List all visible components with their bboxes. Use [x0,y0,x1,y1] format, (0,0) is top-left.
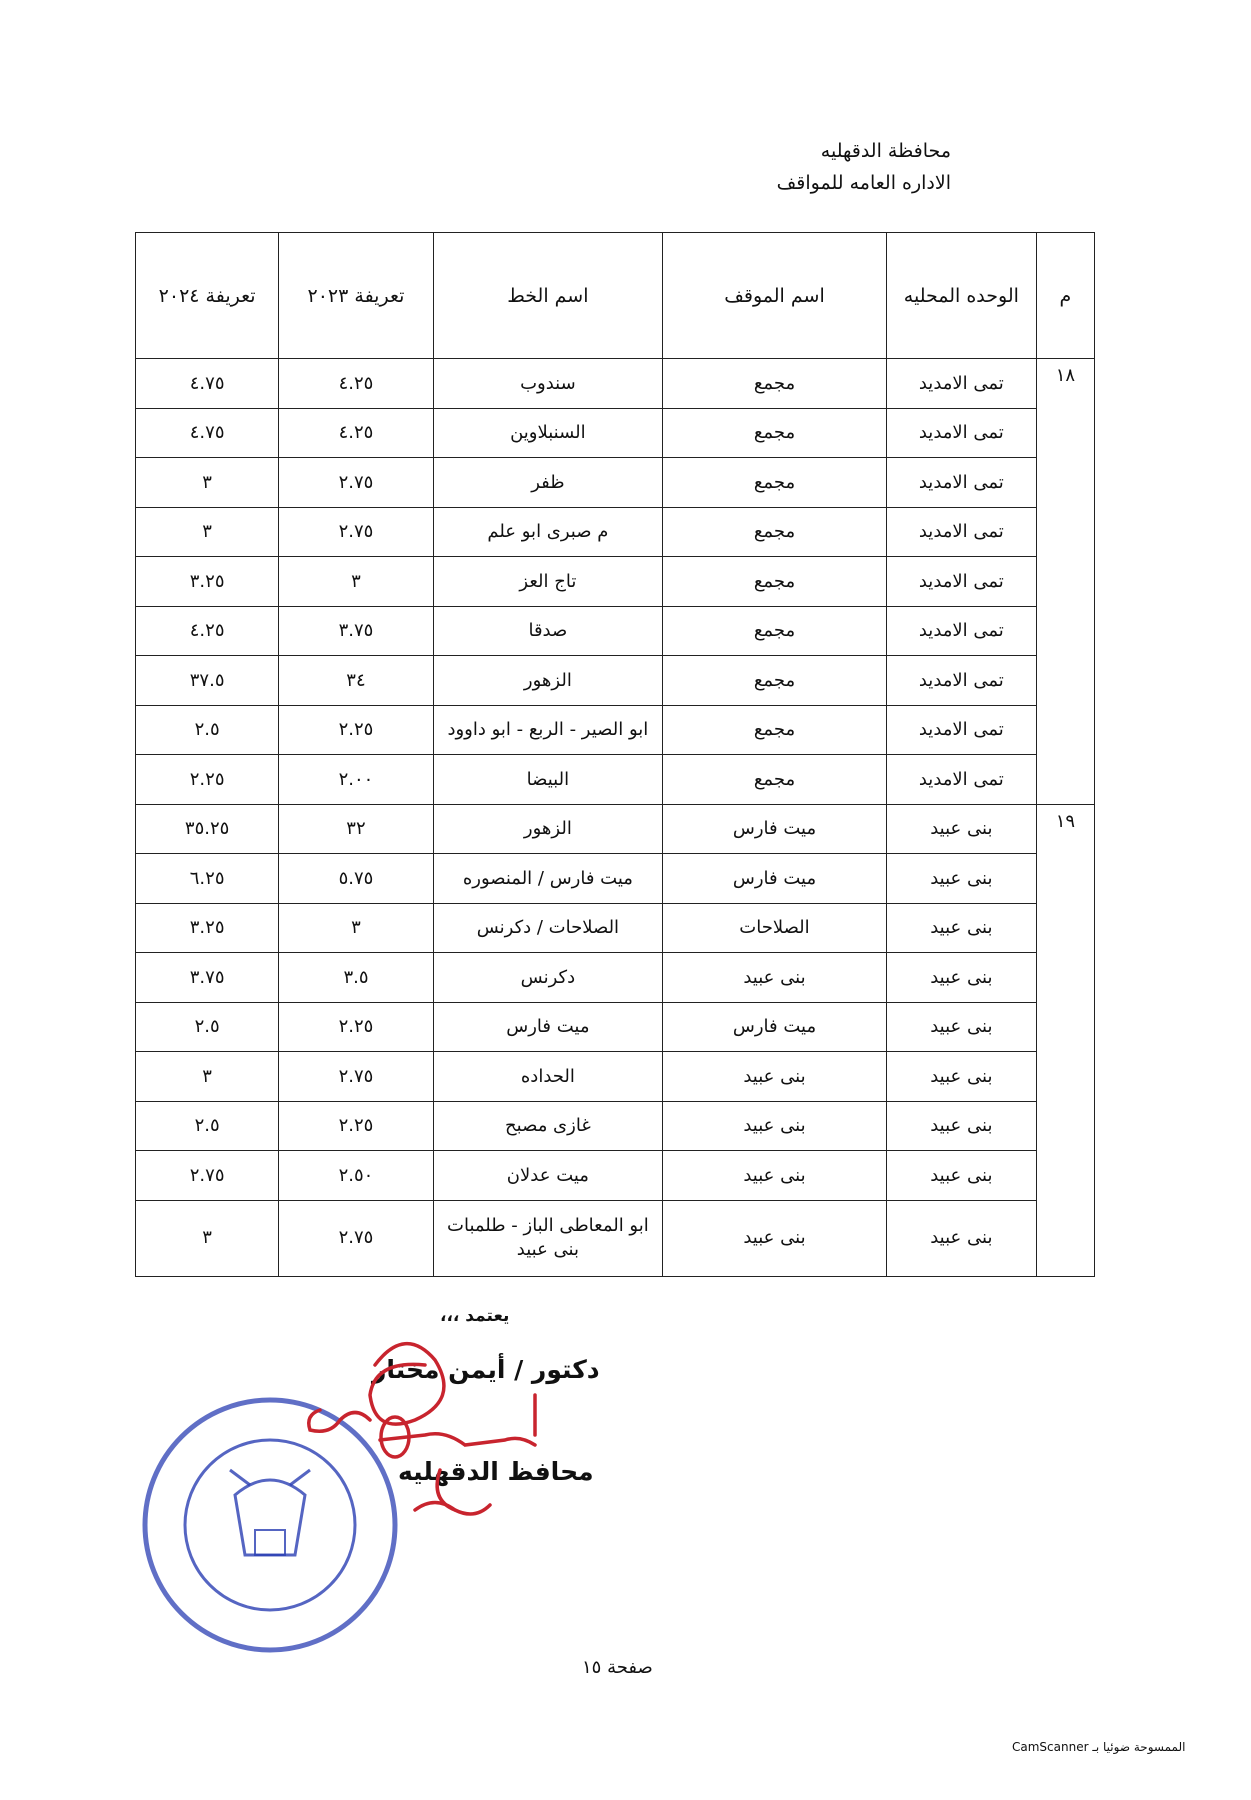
cell-tariff-2024: ٢.٢٥ [136,755,279,805]
cell-tariff-2024: ٣.٢٥ [136,557,279,607]
cell-unit: بنى عبيد [886,1052,1036,1102]
col-header-tariff-2024: تعريفة ٢٠٢٤ [136,233,279,359]
cell-unit: تمى الامديد [886,507,1036,557]
cell-tariff-2024: ٣٧.٥ [136,656,279,706]
cell-line: م صبرى ابو علم [433,507,662,557]
cell-tariff-2023: ٢.٢٥ [279,705,433,755]
cell-tariff-2024: ٤.٧٥ [136,359,279,409]
cell-unit: تمى الامديد [886,606,1036,656]
cell-tariff-2024: ٣ [136,507,279,557]
cell-tariff-2023: ٣٤ [279,656,433,706]
cell-line: السنبلاوين [433,408,662,458]
cell-line: الحداده [433,1052,662,1102]
cell-tariff-2023: ٤.٢٥ [279,408,433,458]
cell-line: الزهور [433,656,662,706]
cell-num: ١٨ [1036,359,1094,805]
cell-line: ميت فارس / المنصوره [433,854,662,904]
cell-tariff-2024: ٢.٥ [136,705,279,755]
cell-station: بنى عبيد [663,1200,887,1276]
cell-unit: تمى الامديد [886,408,1036,458]
cell-line: دكرنس [433,953,662,1003]
official-seal [145,1400,395,1650]
cell-station: مجمع [663,705,887,755]
cell-station: مجمع [663,606,887,656]
cell-tariff-2023: ٢.٧٥ [279,1052,433,1102]
cell-tariff-2023: ٣ [279,903,433,953]
cell-station: مجمع [663,755,887,805]
cell-tariff-2023: ٥.٧٥ [279,854,433,904]
cell-unit: بنى عبيد [886,804,1036,854]
cell-unit: بنى عبيد [886,1200,1036,1276]
cell-tariff-2023: ٤.٢٥ [279,359,433,409]
cell-tariff-2023: ٢.٧٥ [279,458,433,508]
cell-station: مجمع [663,408,887,458]
cell-tariff-2024: ٣.٢٥ [136,903,279,953]
cell-unit: بنى عبيد [886,953,1036,1003]
cell-tariff-2024: ٣ [136,1200,279,1276]
cell-tariff-2024: ٤.٧٥ [136,408,279,458]
cell-unit: بنى عبيد [886,1002,1036,1052]
cell-tariff-2024: ٣ [136,1052,279,1102]
cell-tariff-2024: ٣٥.٢٥ [136,804,279,854]
cell-line: غازى مصبح [433,1101,662,1151]
cell-station: ميت فارس [663,854,887,904]
cell-tariff-2023: ٢.٠٠ [279,755,433,805]
cell-line: ظفر [433,458,662,508]
cell-station: مجمع [663,507,887,557]
cell-tariff-2024: ٦.٢٥ [136,854,279,904]
cell-unit: تمى الامديد [886,359,1036,409]
cell-unit: بنى عبيد [886,1101,1036,1151]
cell-line: الزهور [433,804,662,854]
cell-tariff-2024: ٢.٥ [136,1101,279,1151]
cell-station: مجمع [663,656,887,706]
cell-unit: تمى الامديد [886,557,1036,607]
cell-tariff-2024: ٣.٧٥ [136,953,279,1003]
cell-unit: تمى الامديد [886,656,1036,706]
cell-station: ميت فارس [663,1002,887,1052]
cell-tariff-2024: ٢.٥ [136,1002,279,1052]
col-header-tariff-2023: تعريفة ٢٠٢٣ [279,233,433,359]
signatory-title: محافظ الدقهليه [398,1457,594,1486]
cell-unit: بنى عبيد [886,854,1036,904]
cell-tariff-2023: ٢.٢٥ [279,1101,433,1151]
cell-line: تاج العز [433,557,662,607]
cell-tariff-2023: ٢.٧٥ [279,1200,433,1276]
cell-num: ١٩ [1036,804,1094,1276]
cell-tariff-2024: ٤.٢٥ [136,606,279,656]
cell-tariff-2023: ٣ [279,557,433,607]
cell-station: بنى عبيد [663,1101,887,1151]
header-department: الاداره العامه للمواقف [776,172,951,194]
cell-line: ابو الصير - الربع - ابو داوود [433,705,662,755]
cell-station: ميت فارس [663,804,887,854]
cell-station: بنى عبيد [663,1151,887,1201]
cell-station: بنى عبيد [663,1052,887,1102]
handwritten-signature [309,1344,535,1514]
cell-line: ميت فارس [433,1002,662,1052]
cell-unit: بنى عبيد [886,1151,1036,1201]
cell-unit: بنى عبيد [886,903,1036,953]
col-header-station: اسم الموقف [663,233,887,359]
cell-tariff-2023: ٢.٢٥ [279,1002,433,1052]
cell-station: بنى عبيد [663,953,887,1003]
cell-line: ابو المعاطى الباز - طلمبات بنى عبيد [433,1200,662,1276]
cell-line: صدقا [433,606,662,656]
cell-station: الصلاحات [663,903,887,953]
cell-tariff-2024: ٣ [136,458,279,508]
signatory-name: دكتور / أيمن مختار [372,1355,600,1384]
col-header-line: اسم الخط [433,233,662,359]
cell-station: مجمع [663,557,887,607]
cell-line: سندوب [433,359,662,409]
cell-unit: تمى الامديد [886,705,1036,755]
header-governorate: محافظة الدقهليه [820,140,951,162]
page-number: صفحة ١٥ [582,1657,653,1678]
cell-line: الصلاحات / دكرنس [433,903,662,953]
eagle-emblem-icon [235,1480,305,1555]
cell-tariff-2023: ٣.٥ [279,953,433,1003]
cell-unit: تمى الامديد [886,458,1036,508]
col-header-unit: الوحده المحليه [886,233,1036,359]
approval-label: يعتمد ،،، [440,1306,510,1326]
cell-tariff-2023: ٢.٧٥ [279,507,433,557]
cell-station: مجمع [663,359,887,409]
scanner-watermark: الممسوحة ضوئيا بـ CamScanner [1012,1740,1186,1754]
cell-tariff-2023: ٣.٧٥ [279,606,433,656]
cell-tariff-2023: ٢.٥٠ [279,1151,433,1201]
cell-station: مجمع [663,458,887,508]
cell-tariff-2023: ٣٢ [279,804,433,854]
col-header-num: م [1036,233,1094,359]
cell-line: ميت عدلان [433,1151,662,1201]
cell-tariff-2024: ٢.٧٥ [136,1151,279,1201]
cell-line: البيضا [433,755,662,805]
cell-unit: تمى الامديد [886,755,1036,805]
